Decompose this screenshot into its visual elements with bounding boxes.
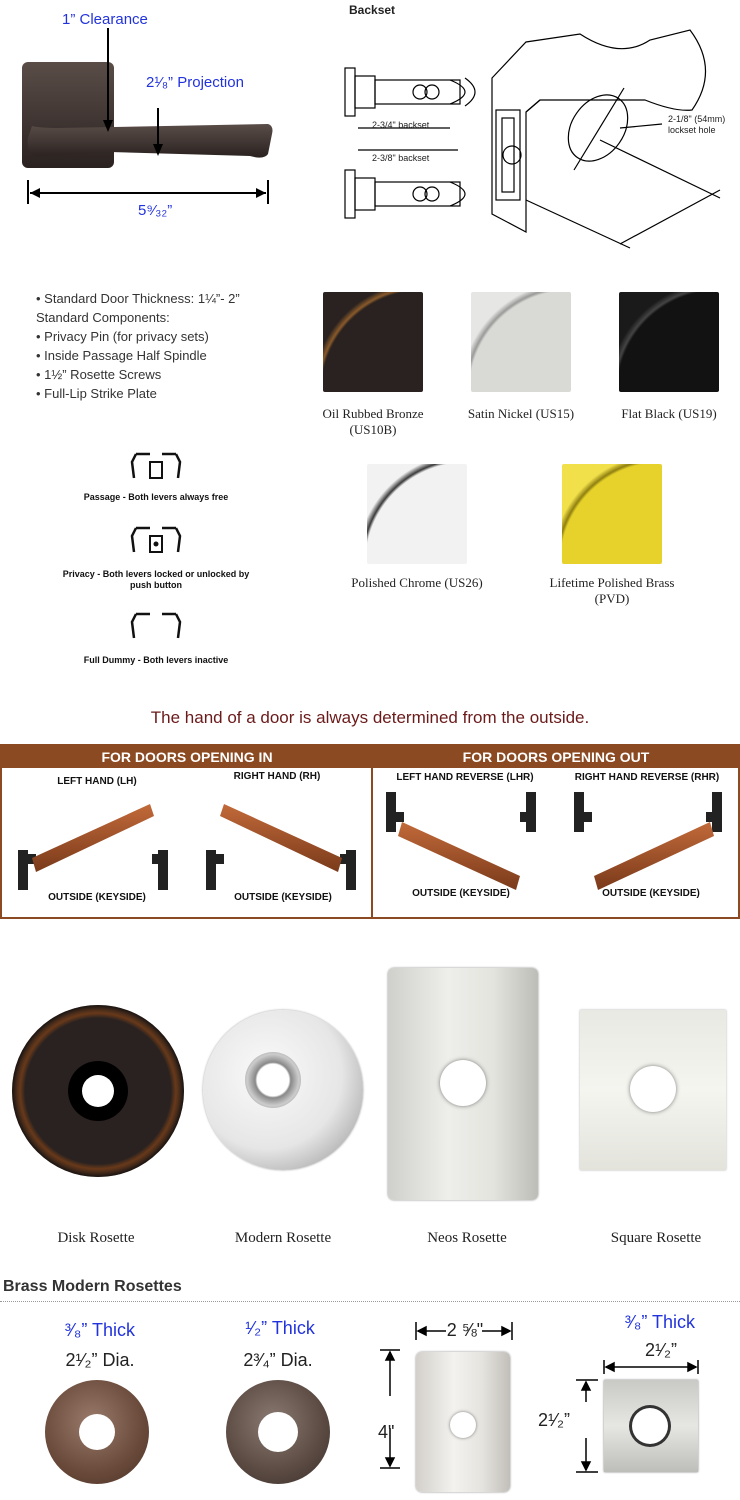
backset-title: Backset	[349, 3, 396, 17]
sq-height: 2¹⁄₂”	[538, 1410, 570, 1430]
function-label: Privacy - Both levers locked or unlocked by push button	[62, 569, 250, 590]
outside-label: OUTSIDE (KEYSIDE)	[602, 888, 700, 899]
passage-icon	[130, 444, 182, 484]
swatch-flat-black	[619, 292, 719, 392]
swatch-polished-brass	[562, 464, 662, 564]
lhr-label: LEFT HAND REVERSE (LHR)	[396, 772, 534, 783]
feature-list	[36, 289, 296, 403]
rosette-hole	[258, 1412, 298, 1452]
length-label: 5⁹⁄₃₂”	[138, 202, 173, 219]
list-item: • Inside Passage Half Spindle	[36, 348, 207, 363]
list-item: • 1½” Rosette Screws	[36, 367, 162, 382]
title-divider	[0, 1301, 740, 1302]
handing-note: The hand of a door is always determined from the outside.	[150, 708, 590, 727]
backset-diagram	[300, 0, 740, 270]
outside-label: OUTSIDE (KEYSIDE)	[48, 892, 146, 903]
opening-in-header: FOR DOORS OPENING IN	[2, 746, 372, 768]
function-label: Passage - Both levers always free	[83, 492, 229, 502]
opening-out-header: FOR DOORS OPENING OUT	[372, 746, 740, 768]
outside-label: OUTSIDE (KEYSIDE)	[234, 892, 332, 903]
list-item: • Privacy Pin (for privacy sets)	[36, 329, 209, 344]
function-dummy	[130, 604, 182, 644]
sq-width: 2¹⁄₂”	[645, 1340, 677, 1360]
neos-width: 2 ⅝"	[446, 1320, 484, 1340]
projection-label: 2¹⁄₈” Projection	[146, 74, 244, 91]
function-label: Full Dummy - Both levers inactive	[83, 655, 229, 665]
rosette-square	[580, 1010, 726, 1170]
r2-dia: 2³⁄₄” Dia.	[243, 1350, 313, 1370]
r1-dia: 2¹⁄₂” Dia.	[65, 1350, 135, 1370]
brass-rosette-square	[604, 1380, 698, 1472]
rosette-label: Square Rosette	[610, 1230, 702, 1246]
rosette-neos	[388, 968, 538, 1200]
brass-title: Brass Modern Rosettes	[3, 1278, 182, 1295]
rosette-label: Disk Rosette	[57, 1230, 135, 1246]
finish-label: Polished Chrome (US26)	[351, 575, 483, 590]
finish-label: Satin Nickel (US15)	[467, 406, 575, 421]
neos-height: 4"	[378, 1422, 395, 1442]
brass-rosette-1	[45, 1380, 149, 1484]
rosette-hole	[632, 1408, 668, 1444]
backset-long-label: 2-3/4" backset	[372, 120, 430, 130]
function-privacy	[130, 518, 182, 558]
rosette-hole	[450, 1412, 476, 1438]
rh-label: RIGHT HAND (RH)	[233, 771, 321, 782]
sq-thick: ³⁄₈” Thick	[624, 1312, 696, 1332]
lh-label: LEFT HAND (LH)	[57, 776, 137, 787]
finish-label: Lifetime Polished Brass (PVD)	[549, 575, 675, 606]
rosette-hole	[440, 1060, 486, 1106]
rosette-label: Modern Rosette	[234, 1230, 332, 1246]
r1-thick: ³⁄₈” Thick	[64, 1320, 136, 1340]
swatch-satin-nickel	[471, 292, 571, 392]
rhr-label: RIGHT HAND REVERSE (RHR)	[574, 772, 720, 783]
finish-label: Oil Rubbed Bronze (US10B)	[322, 406, 424, 437]
lever-image	[0, 0, 300, 230]
rosette-hole-inner	[82, 1075, 114, 1107]
function-passage	[130, 444, 182, 484]
brass-rosette-2	[226, 1380, 330, 1484]
swatch-oil-rubbed-bronze	[323, 292, 423, 392]
rosette-hole	[79, 1414, 115, 1450]
clearance-label: 1” Clearance	[62, 11, 148, 28]
list-item: • Standard Door Thickness: 1¼”- 2” Standard Components:	[36, 291, 240, 325]
list-item: • Full-Lip Strike Plate	[36, 386, 157, 401]
privacy-icon	[130, 518, 182, 558]
rosette-hole	[630, 1066, 676, 1112]
outside-label: OUTSIDE (KEYSIDE)	[412, 888, 510, 899]
rosette-modern	[203, 1010, 363, 1170]
rosette-disk	[12, 1005, 184, 1177]
brass-rosette-neos	[416, 1352, 510, 1492]
r2-thick: ¹⁄₂” Thick	[245, 1318, 315, 1338]
rosette-hole	[245, 1052, 301, 1108]
finish-label: Flat Black (US19)	[621, 406, 717, 421]
rosette-label: Neos Rosette	[427, 1230, 507, 1246]
lever-diagram	[0, 0, 300, 230]
swatch-polished-chrome	[367, 464, 467, 564]
dummy-icon	[130, 604, 182, 644]
lockset-hole-label: 2-1/8" (54mm) lockset hole	[668, 114, 726, 135]
backset-short-label: 2-3/8" backset	[372, 153, 430, 163]
handing-panel	[0, 744, 740, 919]
